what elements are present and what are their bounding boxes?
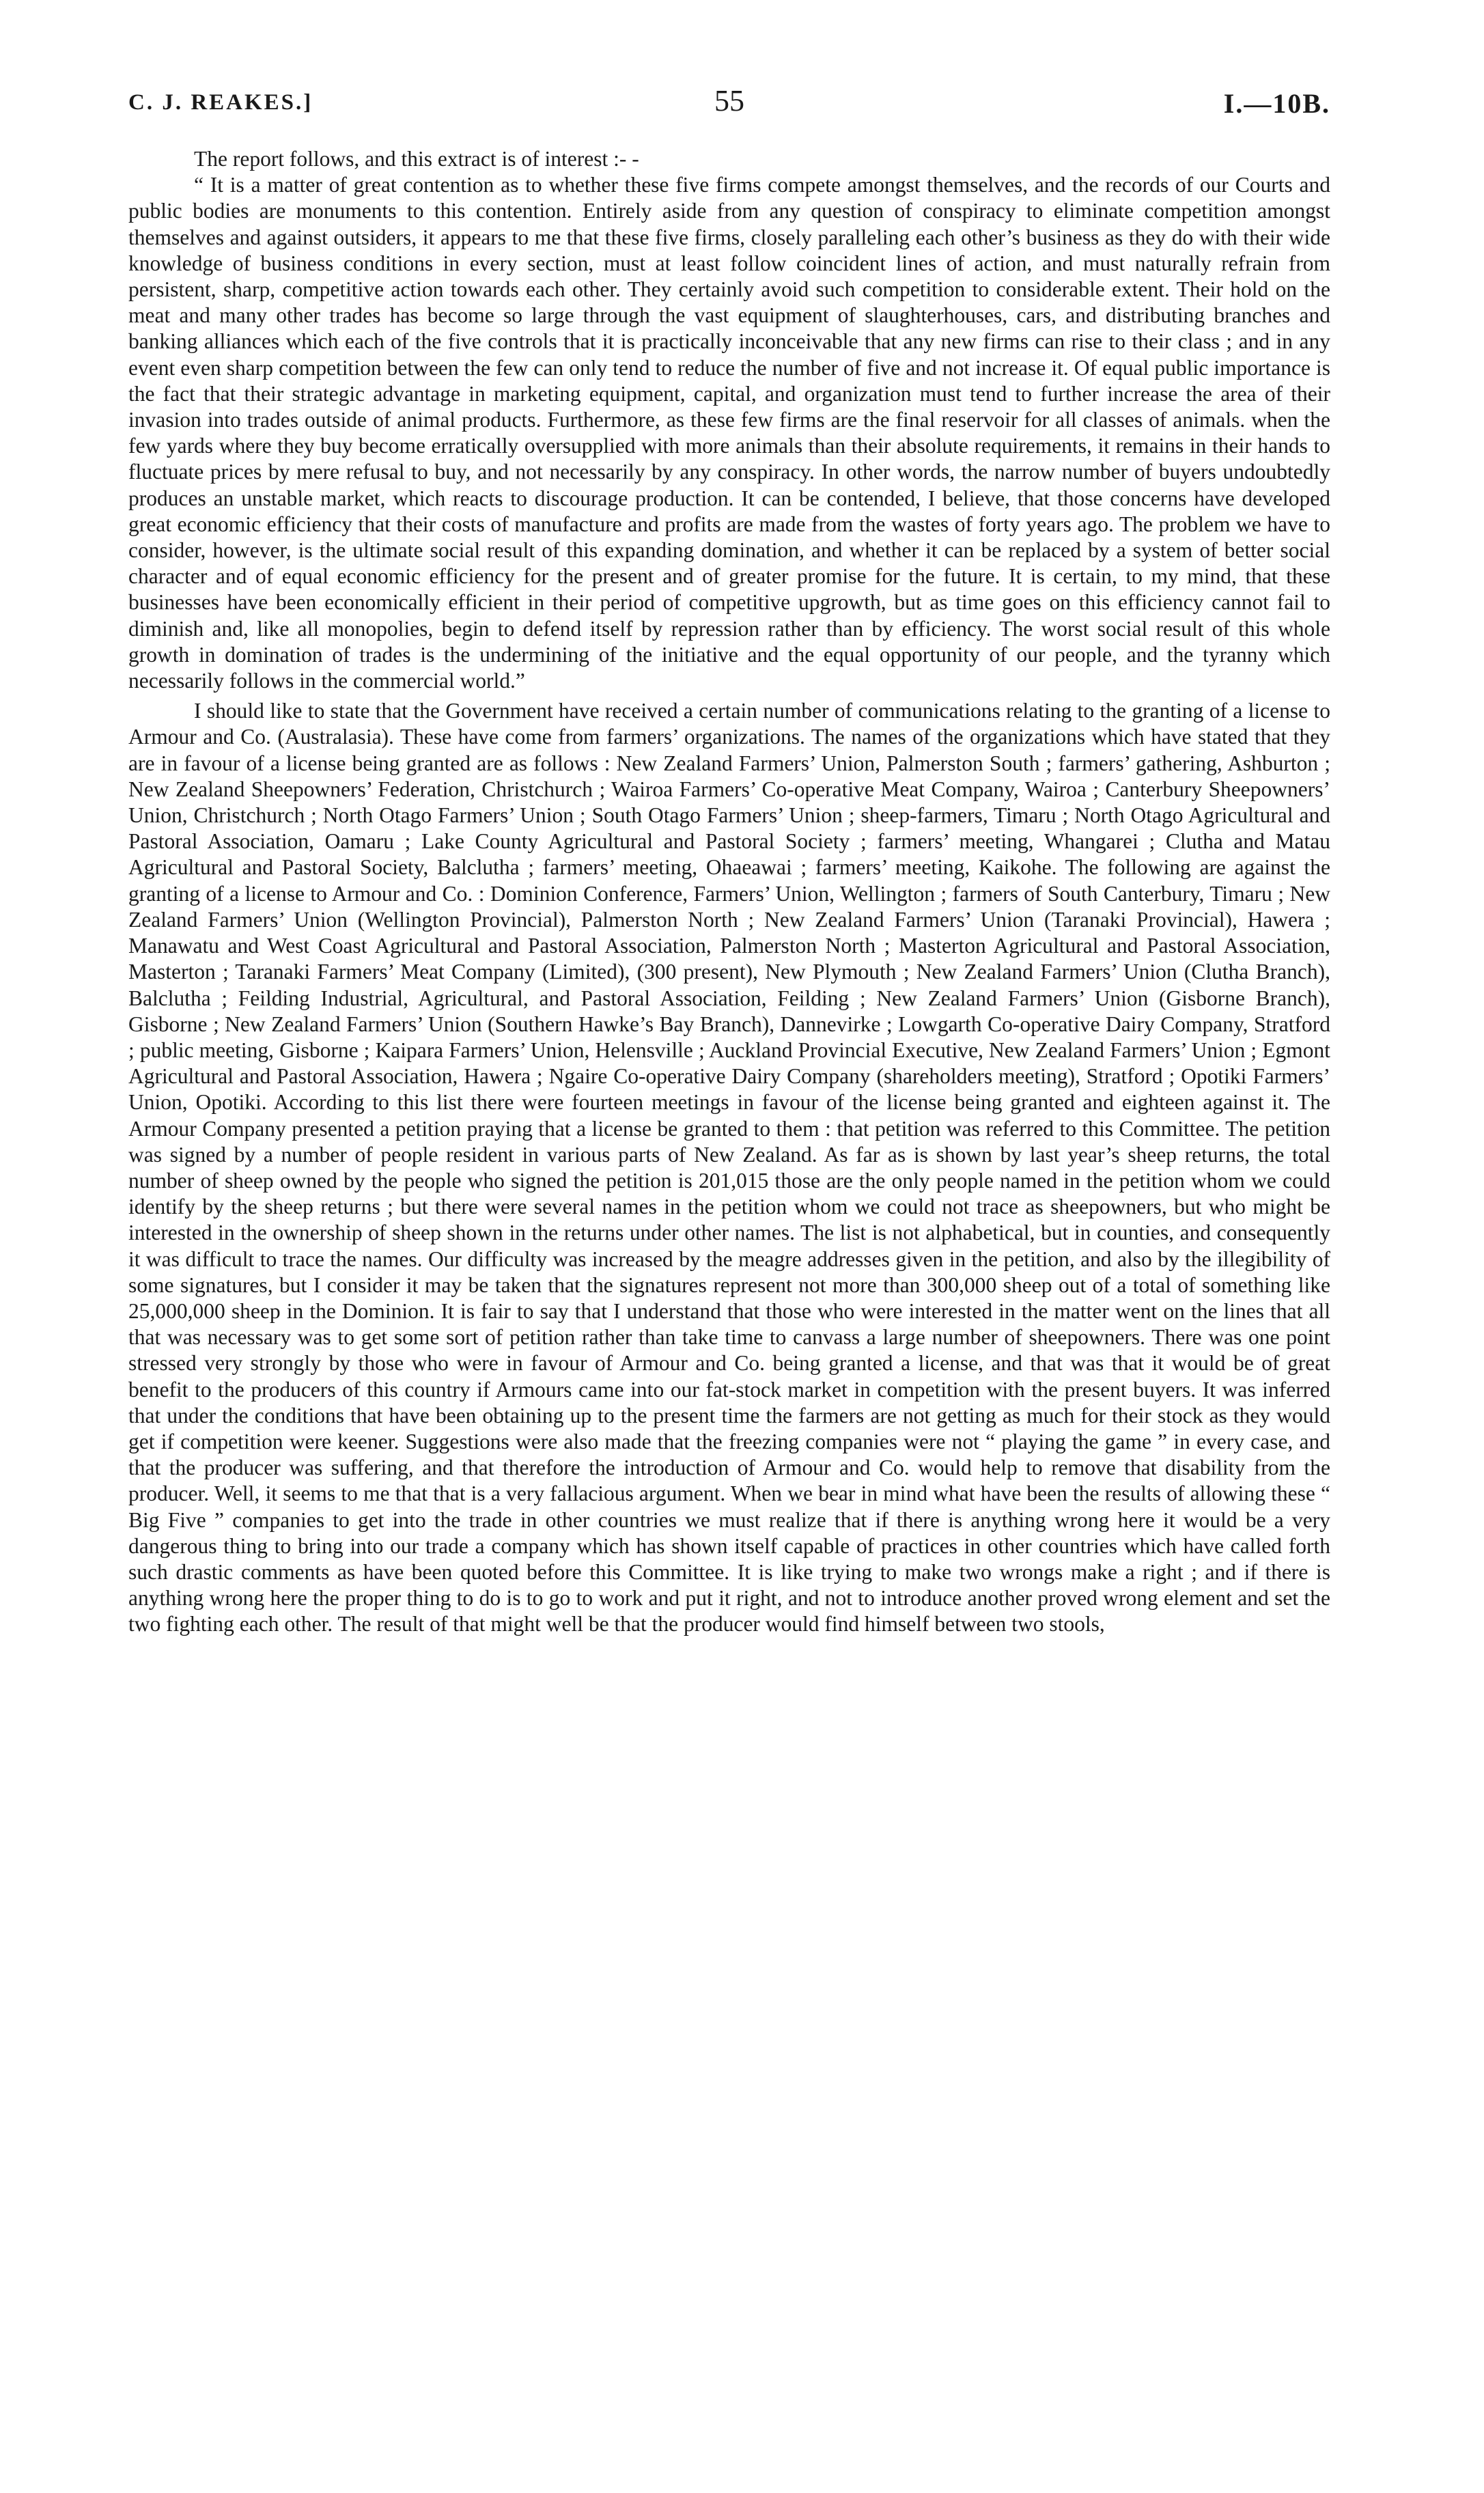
statement-paragraph: I should like to state that the Government have received a certain number of communications relating to the granting of a license to Armour and Co. (Australasia). These have come from farmers’ organizations. The names of the organizations which have stated that they are in favour of a license being granted are as follows : New Zealand Farmers’ Union, Palmerston South ; farmers’ gathering, Ashburton ; New Zealand Sheepowners’ Federation, Christchurch ; Wairoa Farmers’ Co-operative Meat Company, Wairoa ; Canterbury Sheepowners’ Union, Christchurch ; North Otago Farmers’ Union ; South Otago Farmers’ Union ; sheep-farmers, Timaru ; North Otago Agricultural and Pastoral Association, Oamaru ; Lake County Agricultural and Pastoral Society ; farmers’ meeting, Whangarei ; Clutha and Matau Agricultural and Pastoral Society, Balclutha ; farmers’ meeting, Ohaeawai ; farmers’ meeting, Kaikohe. The following are against the granting of a license to Armour and Co. : Dominion Conference, Farmers’ Union, Wellington ; farmers of South Canterbury, Timaru ; New Zealand Farmers’ Union (Wellington Provincial), Palmerston North ; New Zealand Farmers’ Union (Taranaki Provincial), Hawera ; Manawatu and West Coast Agricultural and Pastoral Association, Palmerston North ; Masterton Agricultural and Pastoral Association, Masterton ; Taranaki Farmers’ Meat Company (Limited), (300 present), New Plymouth ; New Zealand Farmers’ Union (Clutha Branch), Balclutha ; Feilding Industrial, Agricultural, and Pastoral Association, Feilding ; New Zealand Farmers’ Union (Gisborne Branch), Gisborne ; New Zealand Farmers’ Union (Southern Hawke’s Bay Branch), Dannevirke ; Lowgarth Co-operative Dairy Company, Stratford ; public meeting, Gisborne ; Kaipara Farmers’ Union, Helensville ; Auckland Provincial Executive, New Zealand Farmers’ Union ; Egmont Agricultural and Pastoral Association, Hawera ; Ngaire Co-operative Dairy Company (shareholders meeting), Stratford ; Opotiki Farmers’ Union, Opotiki. According to this list there were fourteen meetings in favour of the license being granted and eighteen against it. The Armour Company presented a petition praying that a license be granted to them : that petition was referred to this Committee. The petition was signed by a number of people resident in various parts of New Zealand. As far as is shown by last year’s sheep returns, the total number of sheep owned by the people who signed the petition is 201,015 those are the only people named in the petition whom we could identify by the sheep returns ; but there were several names in the petition whom we could not trace as sheepowners, but who might be interested in the ownership of sheep shown in the returns under other names. The list is not alphabetical, but in counties, and consequently it was difficult to trace the names. Our difficulty was increased by the meagre addresses given in the petition, and also by the illegibility of some signatures, but I consider it may be taken that the signatures represent not more than 300,000 sheep out of a total of something like 25,000,000 sheep in the Dominion. It is fair to say that I understand that those who were interested in the matter went on the lines that all that was necessary was to get some sort of petition rather than take time to canvass a large number of sheepowners. There was one point stressed very strongly by those who were in favour of Armour and Co. being granted a license, and that was that it would be of great benefit to the producers of this country if Armours came into our fat-stock market in competition with the present buyers. It was inferred that under the conditions that have been obtaining up to the present time the farmers are not getting as much for their stock as they would get if competition were keener. Suggestions were also made that the freezing companies were not “ playing the game ” in every case, and that the producer was suffering, and that therefore the introduction of Armour and Co. would help to remove that disability from the producer. Well, it seems to me that that is a very fallacious argument. When we bear in mind what have been the results of allowing these “ Big Five ” companies to get into the trade in other countries we must realize that if there is anything wrong here it would be a very dangerous thing to bring into our trade a company which has shown itself capable of practices in other countries which have called forth such drastic comments as have been quoted before this Committee. It is like trying to make two wrongs make a right ; and if there is anything wrong here the proper thing to do is to go to work and put it right, and not to introduce another proved wrong element and set the two fighting each other. The result of that might well be that the producer would find himself between two stools, — [128, 699, 1330, 1637]
quoted-report-paragraph: “ It is a matter of great contention as to whether these five firms compete amongst themselves, and the records of our Courts and public bodies are monuments to this contention. Entirely aside from any question of conspiracy to eliminate competition amongst themselves and against outsiders, it appears to me that these five firms, closely paralleling each other’s business as they do with their wide knowledge of business conditions in every section, must at least follow coincident lines of action, and must naturally refrain from persistent, sharp, competitive action towards each other. They certainly avoid such competition to considerable extent. Their hold on the meat and many other trades has become so large through the vast equipment of slaughterhouses, cars, and distributing branches and banking alliances which each of the five controls that it is practically inconceivable that any new firms can rise to their class ; and in any event even sharp competition between the few can only tend to reduce the number of five and not increase it. Of equal public importance is the fact that their strategic advantage in marketing equipment, capital, and organization must tend to further increase the area of their invasion into trades outside of animal products. Furthermore, as these few firms are the final reservoir for all classes of animals. when the few yards where they buy become erratically oversupplied with more animals than their absolute requirements, it remains in their hands to fluctuate prices by mere refusal to buy, and not necessarily by any conspiracy. In other words, the narrow number of buyers undoubtedly produces an unstable market, which reacts to discourage production. It can be contended, I believe, that those concerns have developed great economic efficiency that their costs of manufacture and profits are made from the wastes of forty years ago. The problem we have to consider, however, is the ultimate social result of this expanding domination, and whether it can be replaced by a system of better social character and of equal economic efficiency for the present and of greater promise for the future. It is certain, to my mind, that these businesses have been economically efficient in their period of competitive upgrowth, but as time goes on this efficiency cannot fail to diminish and, like all monopolies, begin to defend itself by repression rather than by efficiency. The worst social result of this whole growth in domination of trades is the undermining of the initiative and the equal opportunity of our people, and the tyranny which necessarily follows in the commercial world.” — [128, 173, 1330, 693]
page-number: 55 — [714, 84, 744, 117]
document-reference: I.—10B. — [1223, 88, 1330, 119]
intro-paragraph: The report follows, and this extract is of interest :- - — [194, 147, 639, 171]
document-page — [128, 75, 1330, 1638]
author-reference: C. J. REAKES.] — [128, 90, 313, 115]
body-text — [128, 146, 1330, 1638]
page-header — [128, 75, 1330, 130]
